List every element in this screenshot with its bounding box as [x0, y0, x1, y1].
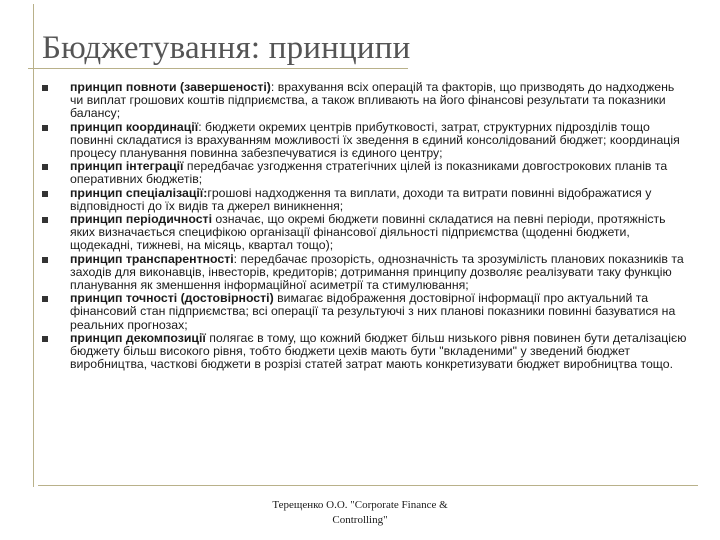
principle-term: принцип інтеграції [70, 159, 184, 174]
principle-term: принцип декомпозиції [70, 330, 206, 345]
list-item [42, 187, 687, 213]
footer-divider-line [38, 485, 698, 486]
list-item [42, 121, 687, 161]
page-title: Бюджетування: принципи [42, 30, 411, 66]
principle-term: принцип спеціалізації: [70, 185, 208, 200]
left-divider-line [33, 4, 34, 487]
footer-line-2: Controlling" [332, 514, 388, 526]
principle-description: грошові надходження та виплати, доходи та витрати повинні відображатися у відповідності до їх видів та джерел виникнення; [70, 185, 652, 213]
square-bullet-icon [42, 125, 48, 131]
square-bullet-icon [42, 296, 48, 302]
square-bullet-icon [42, 336, 48, 342]
principle-term: принцип координації [70, 119, 199, 134]
list-item [42, 160, 687, 186]
list-item [42, 332, 687, 372]
principle-description: вимагає відображення достовірної інформації про актуальний та фінансовий стан підприємства; всі операції та результуючі з них планові показники повинні базуватися на реальних прогнозах; [70, 291, 676, 332]
principle-term: принцип транспарентності [70, 251, 234, 266]
principle-term: принцип точності (достовірності) [70, 291, 274, 306]
square-bullet-icon [42, 164, 48, 170]
square-bullet-icon [42, 191, 48, 197]
slide-footer [240, 498, 480, 528]
principle-description: передбачає узгодження стратегічних цілей із показниками довгострокових планів та оперативних бюджетів; [70, 159, 668, 187]
list-item [42, 292, 687, 332]
principle-term: принцип періодичності [70, 212, 212, 227]
principle-description: означає, що окремі бюджети повинні складатися на певні періоди, протяжність яких визначається специфікою організації фінансової діяльності підприємства (щоденні бюджети, щодекадні, тижневі, на місяць, квартал тощо); [70, 212, 666, 253]
principle-description: : врахування всіх операцій та факторів, що призводять до надходжень чи виплат грошових коштів підприємства, а також впливають на його фінансові результати та показники балансу; [70, 80, 675, 121]
footer-line-1: Терещенко О.О. "Corporate Finance & [272, 499, 448, 511]
principle-description: : передбачає прозорість, однозначність та зрозумілість планових показників та заходів для виконавців, інвесторів, кредиторів; дотримання принципу дозволяє реалізувати таку функцію планування як зменшення інформаційної асиметрії та стимулювання; [70, 251, 684, 293]
list-item [42, 253, 687, 293]
square-bullet-icon [42, 257, 48, 263]
square-bullet-icon [42, 217, 48, 223]
title-underline [28, 68, 408, 69]
list-item [42, 81, 687, 121]
list-item [42, 213, 687, 253]
principle-description: полягає в тому, що кожний бюджет більш низького рівня повинен бути деталізацією бюджету більш високого рівня, тобто бюджети цехів мають бути "вкладеними" у зведений бюджет виробництва, часткові бюджети в розрізі статей затрат мають конкретизувати бюджет виробництва тощо. [70, 330, 687, 372]
principle-description: : бюджети окремих центрів прибутковості, затрат, структурних підрозділів тощо повинні складатися із врахуванням можливості їх зведення в єдиний консолідований бюджет; координація процесу планування повинна забезпечуватися із єдиного центру; [70, 119, 680, 161]
square-bullet-icon [42, 85, 48, 91]
principle-term: принцип повноти (завершеності) [70, 80, 271, 94]
principles-list [42, 81, 687, 371]
